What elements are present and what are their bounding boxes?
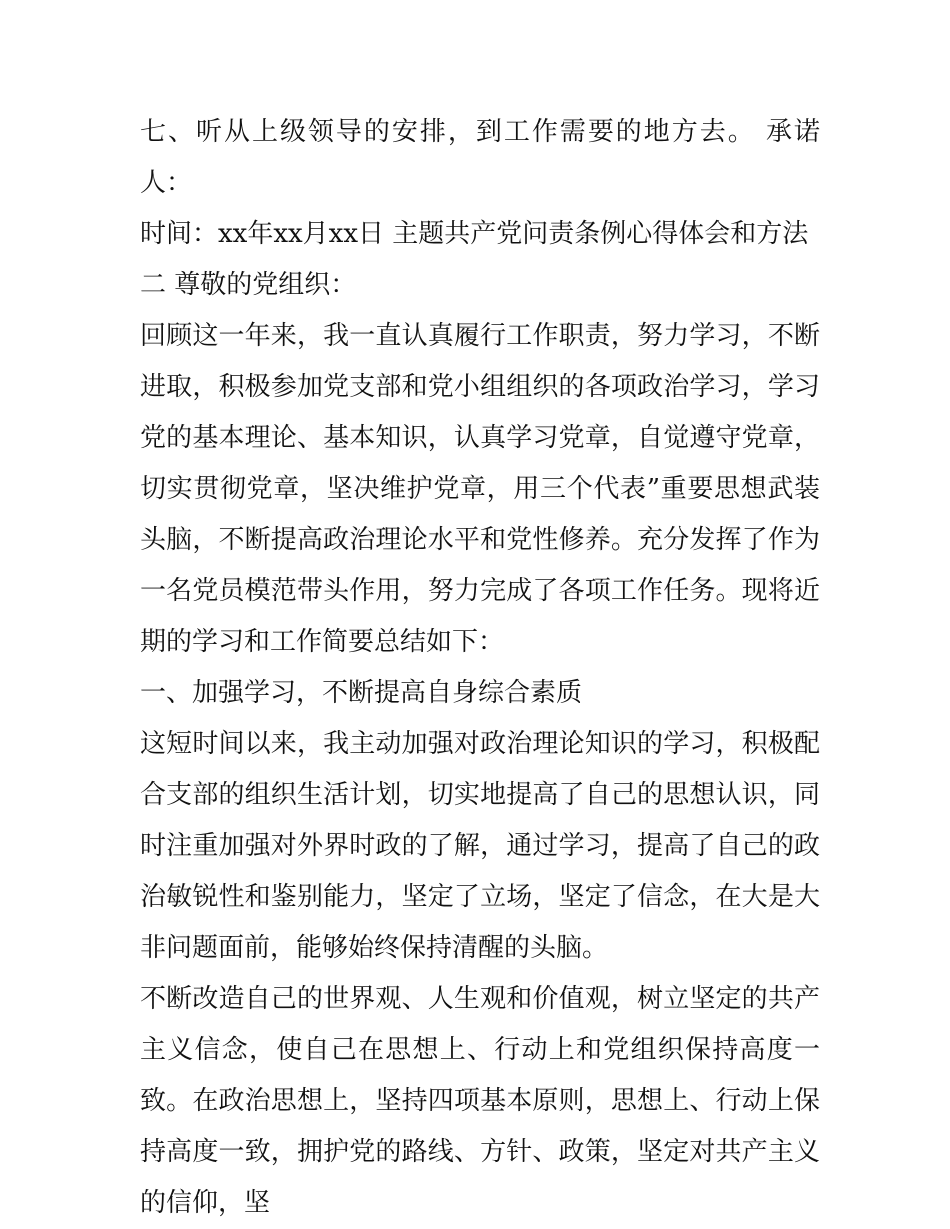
paragraph-worldview: 不断改造自己的世界观、人生观和价值观，树立坚定的共产主义信念，使自己在思想上、行动上和党组织保持高度一致。在政治思想上，坚持四项基本原则，思想上、行动上保持高度一致，拥护党的路线、方针、政策，坚定对共产主义的信仰，坚 <box>140 984 820 1218</box>
section-heading-study: 一、加强学习，不断提高自身综合素质 <box>140 678 583 708</box>
paragraph-review: 回顾这一年来，我一直认真履行工作职责，努力学习，不断进取，积极参加党支部和党小组组织的各项政治学习，学习党的基本理论、基本知识，认真学习党章，自觉遵守党章，切实贯彻党章，坚决维护党章，用三个代表”重要思想武装头脑，不断提高政治理论水平和党性修养。充分发挥了作为一名党员模范带头作用，努力完成了各项工作任务。现将近期的学习和工作简要总结如下： <box>140 321 820 657</box>
document-body <box>140 107 820 1229</box>
paragraph-study: 这短时间以来，我主动加强对政治理论知识的学习，积极配合支部的组织生活计划，切实地提高了自己的思想认识，同时注重加强对外界时政的了解，通过学习，提高了自己的政治敏锐性和鉴别能力，坚定了立场，坚定了信念，在大是大非问题面前，能够始终保持清醒的头脑。 <box>140 729 820 963</box>
paragraph-date-title: 时间：xx年xx月xx日 主题共产党问责条例心得体会和方法 <box>140 219 809 249</box>
paragraph-salutation: 二 尊敬的党组织： <box>140 270 357 300</box>
paragraph-commitment-line: 七、听从上级领导的安排，到工作需要的地方去。 承诺人： <box>140 117 820 198</box>
